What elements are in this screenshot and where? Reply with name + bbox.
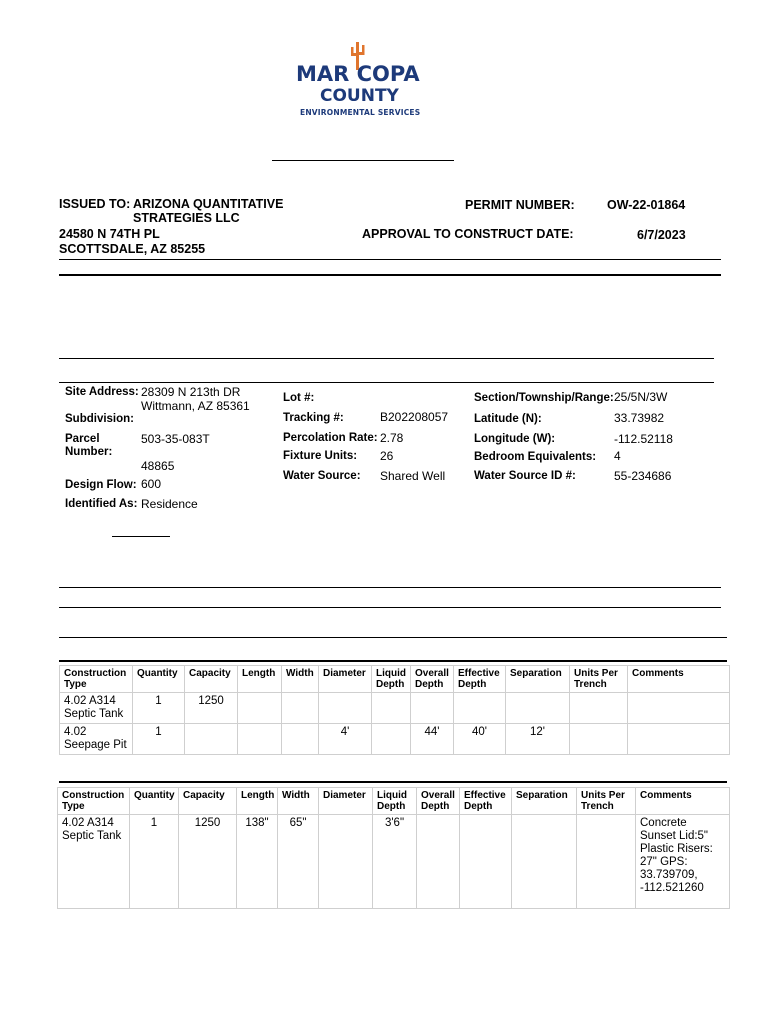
design-flow-value: 600 (141, 477, 162, 491)
column-header: Liquid Depth (373, 788, 417, 815)
table-cell: Concrete Sunset Lid:5" Plastic Risers: 27" GPS: 33.739709, -112.521260 (636, 815, 730, 909)
column-header: Diameter (319, 788, 373, 815)
divider (59, 781, 727, 783)
table-cell: 4.02 A314 Septic Tank (58, 815, 130, 909)
table-cell (628, 693, 730, 724)
table-row (60, 693, 730, 724)
table-cell: 138" (237, 815, 278, 909)
column-header: Width (278, 788, 319, 815)
table-cell: 1 (133, 693, 185, 724)
design-flow-label: Design Flow: (65, 479, 137, 491)
table-cell (570, 693, 628, 724)
column-header: Comments (628, 666, 730, 693)
column-header: Length (237, 788, 278, 815)
column-header: Effective Depth (454, 666, 506, 693)
table-cell (512, 815, 577, 909)
column-header: Width (282, 666, 319, 693)
table-cell: 65" (278, 815, 319, 909)
column-header: Units Per Trench (570, 666, 628, 693)
section-township-range-value: 25/5N/3W (614, 390, 668, 404)
water-source-id-label: Water Source ID #: (474, 470, 576, 482)
longitude-label: Longitude (W): (474, 433, 556, 445)
table-cell (185, 724, 238, 755)
fixture-units-label: Fixture Units: (283, 450, 358, 462)
divider (59, 358, 714, 359)
table-cell (238, 724, 282, 755)
divider (59, 637, 727, 638)
column-header: Comments (636, 788, 730, 815)
county-logo (290, 40, 440, 120)
table-cell (570, 724, 628, 755)
issued-to-name-2: STRATEGIES LLC (133, 211, 240, 225)
table-cell (411, 693, 454, 724)
table-cell (372, 693, 411, 724)
table-cell (417, 815, 460, 909)
column-header: Separation (506, 666, 570, 693)
divider (59, 259, 721, 260)
column-header: Quantity (133, 666, 185, 693)
column-header: Quantity (130, 788, 179, 815)
issued-to-address-2: SCOTTSDALE, AZ 85255 (59, 242, 206, 256)
percolation-rate-value: 2.78 (380, 431, 404, 445)
approval-date-value: 6/7/2023 (637, 228, 686, 242)
table-cell: 1250 (179, 815, 237, 909)
column-header: Construction Type (58, 788, 130, 815)
water-source-label: Water Source: (283, 470, 361, 482)
water-source-id-value: 55-234686 (614, 469, 672, 483)
parcel-number-value: 503-35-083T (141, 432, 210, 446)
construction-table-2 (57, 787, 730, 909)
fixture-units-value: 26 (380, 449, 394, 463)
divider (59, 274, 721, 276)
table-cell: 1 (130, 815, 179, 909)
table-cell (460, 815, 512, 909)
issued-to-address-1: 24580 N 74TH PL (59, 227, 160, 241)
identified-as-label: Identified As: (65, 498, 138, 510)
column-header: Liquid Depth (372, 666, 411, 693)
table-cell (319, 815, 373, 909)
lot-label: Lot #: (283, 392, 315, 404)
table-cell: 40' (454, 724, 506, 755)
column-header: Length (238, 666, 282, 693)
logo-underline (272, 160, 454, 161)
bedroom-equivalents-value: 4 (614, 449, 621, 463)
longitude-value: -112.52118 (614, 432, 673, 446)
divider (59, 382, 714, 383)
table-cell (282, 724, 319, 755)
issued-to-label: ISSUED TO: (59, 197, 131, 211)
table-cell (577, 815, 636, 909)
table-cell: 4.02 Seepage Pit (60, 724, 133, 755)
table-header-row (58, 788, 730, 815)
column-header: Effective Depth (460, 788, 512, 815)
tracking-label: Tracking #: (283, 412, 344, 424)
table-cell (372, 724, 411, 755)
table-cell (506, 693, 570, 724)
column-header: Capacity (185, 666, 238, 693)
identified-as-value: Residence (141, 497, 198, 511)
column-header: Diameter (319, 666, 372, 693)
table-row (58, 815, 730, 909)
table-cell (628, 724, 730, 755)
divider (59, 587, 721, 588)
logo-line-1: MAR COPA (296, 62, 420, 86)
column-header: Construction Type (60, 666, 133, 693)
parcel-extra-value: 48865 (141, 459, 175, 473)
site-address-line-1: 28309 N 213th DR (141, 385, 241, 399)
table-cell (282, 693, 319, 724)
site-address-label: Site Address: (65, 386, 139, 398)
table-cell (319, 693, 372, 724)
permit-number-value: OW-22-01864 (607, 198, 686, 212)
parcel-label-1: Parcel (65, 433, 100, 445)
permit-number-label: PERMIT NUMBER: (465, 198, 575, 212)
table-row (60, 724, 730, 755)
water-source-value: Shared Well (380, 469, 446, 483)
table-cell: 4' (319, 724, 372, 755)
table-cell: 12' (506, 724, 570, 755)
table-cell (454, 693, 506, 724)
parcel-label-2: Number: (65, 446, 113, 458)
table-cell (238, 693, 282, 724)
short-divider (112, 536, 170, 537)
approval-date-label: APPROVAL TO CONSTRUCT DATE: (362, 227, 574, 241)
construction-table-1 (59, 665, 730, 755)
site-address-line-2: Wittmann, AZ 85361 (141, 399, 250, 413)
tracking-value: B202208057 (380, 410, 449, 424)
divider (59, 660, 727, 662)
bedroom-equivalents-label: Bedroom Equivalents: (474, 451, 597, 463)
table-cell: 44' (411, 724, 454, 755)
column-header: Overall Depth (417, 788, 460, 815)
column-header: Separation (512, 788, 577, 815)
issued-to-name-1: ARIZONA QUANTITATIVE (133, 197, 284, 211)
table-cell: 3'6" (373, 815, 417, 909)
table-header-row (60, 666, 730, 693)
table-cell: 1250 (185, 693, 238, 724)
subdivision-label: Subdivision: (65, 413, 134, 425)
logo-line-3: ENVIRONMENTAL SERVICES (300, 108, 421, 117)
column-header: Capacity (179, 788, 237, 815)
percolation-rate-label: Percolation Rate: (283, 432, 378, 444)
latitude-value: 33.73982 (614, 411, 665, 425)
column-header: Units Per Trench (577, 788, 636, 815)
column-header: Overall Depth (411, 666, 454, 693)
table-cell: 4.02 A314 Septic Tank (60, 693, 133, 724)
section-township-range-label: Section/Township/Range: (474, 392, 614, 404)
logo-line-2: COUNTY (320, 86, 399, 106)
latitude-label: Latitude (N): (474, 413, 542, 425)
divider (59, 607, 721, 608)
table-cell: 1 (133, 724, 185, 755)
